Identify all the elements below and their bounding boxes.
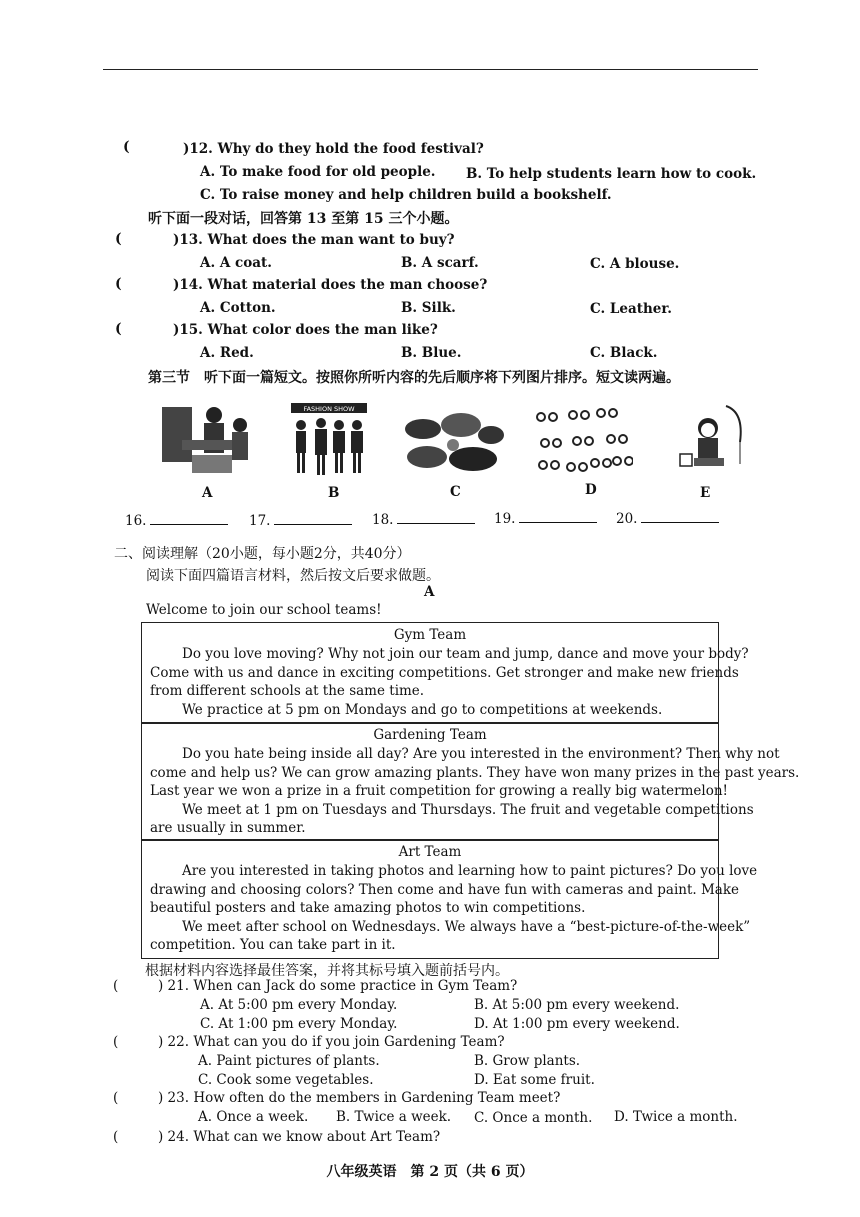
gym-team-box xyxy=(141,622,749,724)
answer-paren: ( xyxy=(113,978,119,994)
art-line-3: beautiful posters and take amazing photos to win competitions. xyxy=(150,900,586,916)
q15-option-a: A. Red. xyxy=(200,345,254,361)
q14-option-c: C. Leather. xyxy=(590,301,672,317)
blank-number: 19. xyxy=(494,511,516,527)
answer-blank-18[interactable] xyxy=(372,511,475,528)
question-15: )15. What color does the man like? xyxy=(173,322,438,338)
q21-option-b: B. At 5:00 pm every weekend. xyxy=(474,997,680,1013)
answer-blank-16[interactable] xyxy=(125,512,228,529)
answer-blank-17[interactable] xyxy=(249,512,352,529)
instruction-13-15: 听下面一段对话，回答第 13 至第 15 三个小题。 xyxy=(148,211,459,227)
art-team-box xyxy=(141,839,758,959)
picture-label-e: E xyxy=(700,485,711,501)
q14-option-a: A. Cotton. xyxy=(200,300,276,316)
blank-line xyxy=(397,511,475,524)
gardening-line-1: Do you hate being inside all day? Are you interested in the environment? Then why not xyxy=(182,746,780,762)
picture-label-b: B xyxy=(328,485,340,501)
blank-number: 16. xyxy=(125,513,147,529)
answer-paren: ( xyxy=(115,231,122,247)
answer-paren: ( xyxy=(115,276,122,292)
q13-option-a: A. A coat. xyxy=(200,255,272,271)
picture-d-cycling-icon xyxy=(533,403,633,475)
answer-paren: ( xyxy=(123,139,130,155)
gym-line-3: from different schools at the same time. xyxy=(150,683,425,699)
answer-paren: ( xyxy=(113,1034,119,1050)
q13-option-c: C. A blouse. xyxy=(590,256,680,272)
picture-label-d: D xyxy=(585,482,597,498)
blank-number: 20. xyxy=(616,511,638,527)
q15-option-c: C. Black. xyxy=(590,345,658,361)
blank-line xyxy=(150,512,228,525)
blank-line xyxy=(641,510,719,523)
art-line-5: competition. You can take part in it. xyxy=(150,937,396,953)
gardening-line-4: We meet at 1 pm on Tuesdays and Thursdays. The fruit and vegetable competitions xyxy=(182,802,754,818)
art-line-4: We meet after school on Wednesdays. We always have a “best-picture-of-the-week” xyxy=(182,919,751,935)
q15-option-b: B. Blue. xyxy=(401,345,462,361)
question-22: ) 22. What can you do if you join Gardening Team? xyxy=(158,1034,505,1050)
section-3-instruction: 第三节 听下面一篇短文。按照你所听内容的先后顺序将下列图片排序。短文读两遍。 xyxy=(148,370,680,386)
q22-option-c: C. Cook some vegetables. xyxy=(198,1072,374,1088)
q22-option-b: B. Grow plants. xyxy=(474,1053,581,1069)
q14-option-b: B. Silk. xyxy=(401,300,456,316)
gardening-team-box xyxy=(141,722,800,841)
question-23: ) 23. How often do the members in Gardening Team meet? xyxy=(158,1090,561,1106)
q23-option-a: A. Once a week. xyxy=(198,1109,309,1125)
answer-blank-19[interactable] xyxy=(494,510,597,527)
blank-number: 18. xyxy=(372,512,394,528)
q12-option-c: C. To raise money and help children build a bookshelf. xyxy=(200,187,612,203)
gym-line-2: Come with us and dance in exciting competitions. Get stronger and make new friends xyxy=(150,665,739,681)
q23-option-d: D. Twice a month. xyxy=(614,1109,738,1125)
q13-option-b: B. A scarf. xyxy=(401,255,479,271)
q21-option-d: D. At 1:00 pm every weekend. xyxy=(474,1016,680,1032)
q23-option-c: C. Once a month. xyxy=(474,1110,593,1126)
gardening-line-3: Last year we won a prize in a fruit competition for growing a really big watermelon! xyxy=(150,783,728,799)
answer-paren: ( xyxy=(113,1090,119,1106)
question-24: ) 24. What can we know about Art Team? xyxy=(158,1129,441,1145)
answer-blank-20[interactable] xyxy=(616,510,719,527)
blank-line xyxy=(519,510,597,523)
passage-label: A xyxy=(424,584,435,600)
art-team-title: Art Team xyxy=(398,844,462,860)
header-rule xyxy=(103,69,758,70)
choose-instruction: 根据材料内容选择最佳答案，并将其标号填入题前括号内。 xyxy=(145,963,509,979)
answer-paren: ( xyxy=(113,1129,119,1145)
gardening-line-2: come and help us? We can grow amazing plants. They have won many prizes in the past years. xyxy=(150,765,800,781)
art-line-2: drawing and choosing colors? Then come and have fun with cameras and paint. Make xyxy=(150,882,740,898)
gym-line-1: Do you love moving? Why not join our team and jump, dance and move your body? xyxy=(182,646,749,662)
q21-option-a: A. At 5:00 pm every Monday. xyxy=(200,997,398,1013)
gym-line-4: We practice at 5 pm on Mondays and go to competitions at weekends. xyxy=(182,702,663,718)
gardening-line-5: are usually in summer. xyxy=(150,820,306,836)
q23-option-b: B. Twice a week. xyxy=(336,1109,452,1125)
picture-label-c: C xyxy=(450,484,461,500)
picture-c-food-icon xyxy=(403,405,505,475)
picture-a-cooking-icon xyxy=(152,395,257,480)
q12-option-b: B. To help students learn how to cook. xyxy=(466,166,757,182)
q12-option-a: A. To make food for old people. xyxy=(200,164,436,180)
page-footer: 八年级英语 第 2 页（共 6 页） xyxy=(326,1164,534,1180)
welcome-line: Welcome to join our school teams! xyxy=(146,602,382,618)
question-12: )12. Why do they hold the food festival? xyxy=(183,141,484,157)
fashion-show-caption: FASHION SHOW xyxy=(303,405,355,413)
q22-option-a: A. Paint pictures of plants. xyxy=(198,1053,380,1069)
gym-team-title: Gym Team xyxy=(393,627,467,643)
picture-label-a: A xyxy=(202,485,213,501)
question-14: )14. What material does the man choose? xyxy=(173,277,488,293)
picture-e-fishing-icon xyxy=(678,402,748,476)
reading-instruction: 阅读下面四篇语言材料，然后按文后要求做题。 xyxy=(146,568,440,584)
q22-option-d: D. Eat some fruit. xyxy=(474,1072,595,1088)
gardening-team-title: Gardening Team xyxy=(373,727,487,743)
answer-paren: ( xyxy=(115,321,122,337)
blank-number: 17. xyxy=(249,513,271,529)
question-13: )13. What does the man want to buy? xyxy=(173,232,455,248)
q21-option-c: C. At 1:00 pm every Monday. xyxy=(200,1016,398,1032)
reading-heading: 二、阅读理解（20小题，每小题2分，共40分） xyxy=(114,546,411,562)
picture-b-fashion-show-icon xyxy=(287,403,371,479)
blank-line xyxy=(274,512,352,525)
art-line-1: Are you interested in taking photos and learning how to paint pictures? Do you love xyxy=(182,863,758,879)
question-21: ) 21. When can Jack do some practice in Gym Team? xyxy=(158,978,518,994)
